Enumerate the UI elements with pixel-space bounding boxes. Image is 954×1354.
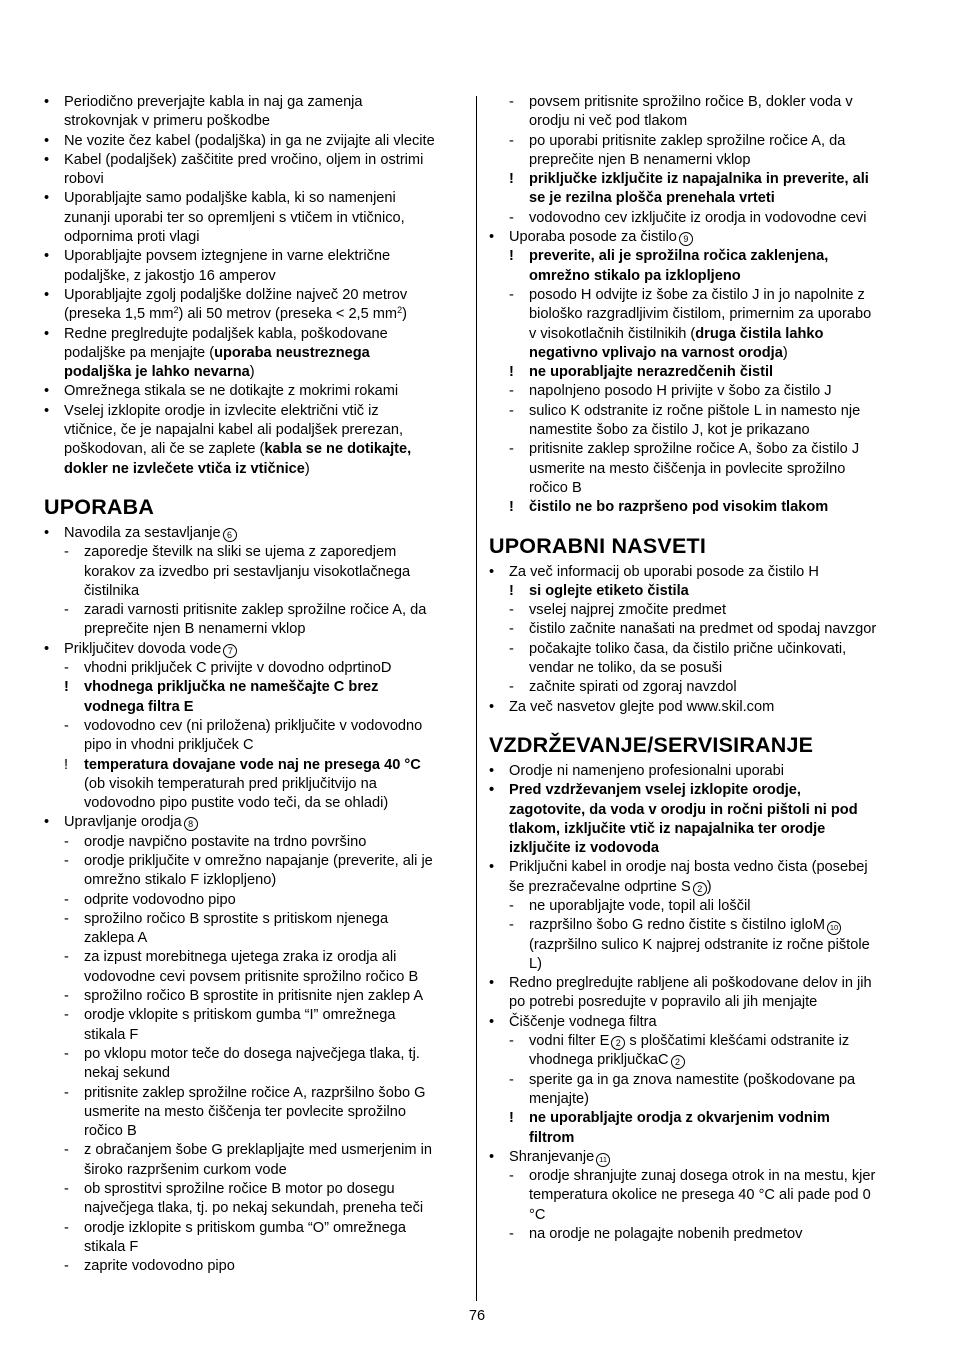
right-column xyxy=(489,93,909,1244)
list-item: • Priključni kabel in orodje naj bosta vedno čista (posebej xyxy=(489,859,868,876)
page-number: 76 xyxy=(468,1308,486,1324)
list-item: • Redno preglredujte rabljene ali poškodovane delov in jih xyxy=(489,975,872,992)
list-item: • Uporaba posode za čistilo 9 xyxy=(489,228,909,247)
uporaba-continued-list: - povsem pritisnite sprožilno ročice B, dokler voda v orodju ni več pod tlakom - po uporabi pritisnite zaklep sprožilne ročice A, da preprečite njen B nenamerni vklop ! priključke izključite iz napajalnika in preverite, ali se je rezilna plošča prenehala vrteti - vodovodno cev izključite iz orodja in vodovodne cevi • Uporaba posode za čistilo 9 ! preverite, ali je sprožilna ročica zaklenjena, omrežno stikalo pa izklopljeno - posodo H odvijte iz šobe za čistilo J in jo napolnite z biološko razgradljivim čistilom, primernim za uporabo v visokotlačnih čistilnikih (druga čistila lahko negativno vplivajo na varnost orodja) ! ne uporabljajte nerazredčenih čistil - napolnjeno posodo H privijte v šobo za čistilo J - sulico K odstranite iz ročne pištole L in namesto nje namestite šobo za čistilo J, kot je prikazano - pritisnite zaklep sprožilne ročice A, šobo za čistilo J usmerite na mesto čiščenja in povlecite sprožilno ročico B ! čistilo ne bo razpršeno pod visokim tlakom xyxy=(489,93,909,518)
list-item: • Shranjevanje 11 xyxy=(489,1148,909,1167)
list-item: • Upravljanje orodja 8 xyxy=(44,813,464,832)
nasveti-list: • Za več informacij ob uporabi posode za čistilo H ! si oglejte etiketo čistila - vselej najprej zmočite predmet - čistilo začnite nanašati na predmet od spodaj navzgor - počakajte toliko časa, da čistilo prične učinkovati, vendar ne toliko, da se posuši - začnite spirati od zgoraj navzdol • Za več nasvetov glejte pod www.skil.com xyxy=(489,563,909,717)
list-item: • Uporabljajte zgolj podaljške dolžine največ 20 metrov xyxy=(44,286,408,303)
list-item: • Kabel (podaljšek) zaščitite pred vročino, oljem in ostrimi xyxy=(44,151,424,168)
list-item: • Čiščenje vodnega filtra xyxy=(489,1013,657,1030)
vzdrzevanje-list: • Orodje ni namenjeno profesionalni uporabi • Pred vzdrževanjem vselej izklopite orodje, zagotovite, da voda v orodju in ročni pištoli ni pod tlakom, izključite vtič iz napajalnika ter orodje izključite iz vodovoda • Priključni kabel in orodje naj bosta vedno čista (posebej še prezračevalne odprtine S 2 ) - ne uporabljajte vode, topil ali loščil - razpršilno šobo G redno čistite s čistilno igloM 10 (razpršilno sulico K najprej odstranite iz ročne pištole L) • Redno preglredujte rabljene ali poškodovane delov in jih po potrebi posredujte v popravilo ali jih menjajte • Čiščenje vodnega filtra - vodni filter E 2 s ploščatimi klešćami odstranite iz vhodnega priključkaC 2 - sperite ga in ga znova namestite (poškodovane pa menjajte) ! ne uporabljajte orodja z okvarjenim vodnim filtrom • Shranjevanje 11 - orodje shranjujte zunaj dosega otrok in na mestu, kjer temperatura okolice ne presega 40 °C ali pade pod 0 °C - na orodje ne polagajte nobenih predmetov xyxy=(489,762,909,1244)
list-item: • Pred vzdrževanjem vselej izklopite orodje, xyxy=(489,782,801,799)
heading-uporaba: UPORABA xyxy=(44,494,155,519)
heading-uporabni-nasveti: UPORABNI NASVETI xyxy=(489,533,707,558)
circled-number: 2 xyxy=(693,882,707,896)
column-divider xyxy=(476,96,477,1301)
list-item: • Priključitev dovoda vode 7 xyxy=(44,640,464,659)
circled-number: 11 xyxy=(596,1153,610,1167)
list-item: • Uporabljajte samo podaljške kabla, ki so namenjeni xyxy=(44,190,396,207)
list-item: • Navodila za sestavljanje 6 xyxy=(44,524,464,543)
list-item: • Vselej izklopite orodje in izvlecite električni vtič iz xyxy=(44,402,379,419)
safety-list: • Periodično preverjajte kabla in naj ga zamenja strokovnjak v primeru poškodbe • Ne vozite čez kabel (podaljška) in ga ne zvijajte ali vlecite • Kabel (podaljšek) zaščitite pred vročino, oljem in ostrimi robovi • Uporabljajte samo podaljške kabla, ki so namenjeni zunanji uporabi ter so opremljeni s vtičem in vtičnico, odpornima proti vlagi • Uporabljajte povsem iztegnjene in varne električne podaljške, z jakostjo 16 amperov • Uporabljajte zgolj podaljške dolžine največ 20 metrov (preseka 1,5 $mm^2$) ali 50 metrov (preseka < 2,5 $mm^2$) • Redne preglredujte podaljšek kabla, poškodovane podaljške pa menjajte (uporaba neustreznega podaljška je lahko nevarna) • Omrežnega stikala se ne dotikajte z mokrimi rokami • Vselej izklopite orodje in izvlecite električni vtič iz vtičnice, če je napajalni kabel ali podaljšek prerezan, poškodovan, ali če se zaplete (kabla se ne dotikajte, dokler ne izvlečete vtiča iz vtičnice) xyxy=(44,93,464,479)
left-column xyxy=(44,93,464,1277)
circled-number: 2 xyxy=(671,1055,685,1069)
list-item: • Za več nasvetov glejte pod www.skil.com xyxy=(489,698,775,715)
circled-number: 9 xyxy=(679,232,693,246)
list-item: • Periodično preverjajte kabla in naj ga zamenja xyxy=(44,94,363,110)
list-item: • Redne preglredujte podaljšek kabla, poškodovane xyxy=(44,325,388,342)
list-item: • Orodje ni namenjeno profesionalni uporabi xyxy=(489,762,785,779)
list-item: • Za več informacij ob uporabi posode za čistilo H xyxy=(489,563,819,580)
circled-number: 2 xyxy=(611,1036,625,1050)
list-item: • Uporabljajte povsem iztegnjene in varne električne xyxy=(44,248,391,265)
heading-vzdrzevanje: VZDRŽEVANJE/SERVISIRANJE xyxy=(489,732,814,757)
circled-number: 6 xyxy=(223,528,237,542)
list-item: • Ne vozite čez kabel (podaljška) in ga ne zvijajte ali vlecite xyxy=(44,132,435,149)
list-item: • Omrežnega stikala se ne dotikajte z mokrimi rokami xyxy=(44,383,399,400)
circled-number: 7 xyxy=(223,644,237,658)
circled-number: 8 xyxy=(184,817,198,831)
uporaba-list: • Navodila za sestavljanje 6 - zaporedje številk na sliki se ujema z zaporedjem korakov za izvedbo pri sestavljanju visokotlačnega čistilnika - zaradi varnosti pritisnite zaklep sprožilne ročice A, da preprečite njen B nenamerni vklop • Priključitev dovoda vode 7 - vhodni priključek C privijte v dovodno odprtinoD ! vhodnega priključka ne nameščajte C brez vodnega filtra E - vodovodno cev (ni priložena) priključite v vodovodno pipo in vhodni priključek C ! temperatura dovajane vode naj ne presega 40 °C (ob visokih temperaturah pred priključitvijo na vodovodno pipo pustite vodo teči, da se ohladi) • Upravljanje orodja 8 - orodje navpično postavite na trdno površino - orodje priključite v omrežno napajanje (preverite, ali je omrežno stikalo F izklopljeno) - odprite vodovodno pipo - sprožilno ročico B sprostite s pritiskom njenega zaklepa A - za izpust morebitnega ujetega zraka iz orodja ali vodovodne cevi povsem pritisnite sprožilno ročico B - sprožilno ročico B sprostite in pritisnite njen zaklep A - orodje vklopite s pritiskom gumba “I” omrežnega stikala F - po vklopu motor teče do dosega največjega tlaka, tj. nekaj sekund - pritisnite zaklep sprožilne ročice A, razpršilno šobo G usmerite na mesto čiščenja ter povlecite sprožilno ročico B - z obračanjem šobe G preklapljajte med usmerjenim in široko razpršenim curkom vode - ob sprostitvi sprožilne ročice B motor po dosegu največjega tlaka, tj. po nekaj sekundah, preneha teči - orodje izklopite s pritiskom gumba “O” omrežnega stikala F - zaprite vodovodno pipo xyxy=(44,524,464,1277)
circled-number: 10 xyxy=(827,921,841,935)
